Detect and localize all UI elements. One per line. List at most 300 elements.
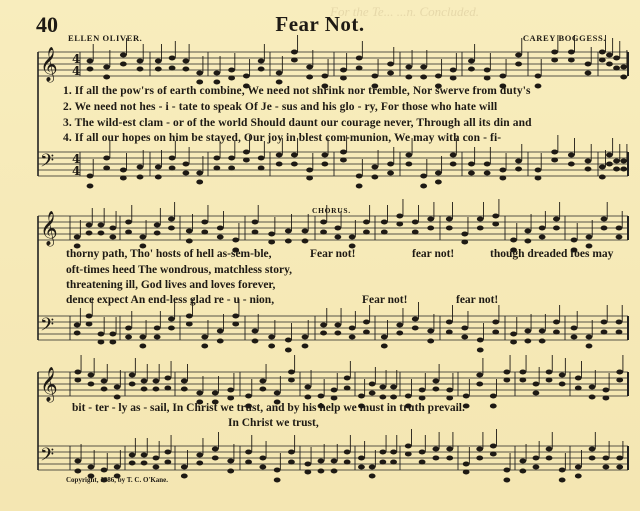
notehead [331,459,338,464]
notehead [169,166,176,171]
notehead [243,74,250,79]
notehead [276,153,283,158]
notehead [183,67,190,72]
notehead [539,235,546,240]
notehead [433,379,440,384]
notehead [153,379,160,384]
notehead [405,394,412,399]
notehead [369,382,376,387]
notehead [232,238,239,243]
notehead [405,153,412,158]
notehead [369,474,376,479]
notehead [463,470,470,475]
notehead [139,235,146,240]
notehead [571,335,578,340]
notehead [164,386,171,391]
notehead [390,395,397,400]
notehead [585,159,592,164]
notehead [228,76,235,81]
notehead [245,460,252,465]
notehead [601,217,608,222]
notehead [232,314,239,319]
notehead [318,459,325,464]
notehead [484,162,491,167]
notehead [88,382,95,387]
notehead [379,395,386,400]
notehead [379,450,386,455]
notehead [181,387,188,392]
notehead [446,217,453,222]
notehead [450,153,457,158]
notehead [433,456,440,461]
notehead [381,220,388,225]
notehead [87,59,94,64]
notehead [519,459,526,464]
notehead [419,396,426,401]
notehead [379,385,386,390]
notehead [589,395,596,400]
notehead [546,456,553,461]
notehead [302,344,309,349]
notehead [405,444,412,449]
notehead [196,461,203,466]
notehead [524,329,531,334]
notehead [575,465,582,470]
notehead [396,214,403,219]
notehead [559,382,566,387]
notehead [318,394,325,399]
bass-clef: 𝄢 [40,315,55,340]
notehead [546,447,553,452]
notehead [492,222,499,227]
notehead [153,387,160,392]
notehead [435,180,442,185]
notehead [535,168,542,173]
notehead [243,158,250,163]
notehead [306,65,313,70]
notehead [155,59,162,64]
notehead [524,239,531,244]
notehead [616,465,623,470]
notehead [212,391,219,396]
notehead [476,447,483,452]
notehead [196,391,203,396]
notehead [252,220,259,225]
notehead [181,465,188,470]
notehead [227,459,234,464]
notehead [318,469,325,474]
notehead [169,66,176,71]
notehead [396,323,403,328]
notehead [196,71,203,76]
notehead [120,176,127,181]
notehead [302,335,309,340]
notehead [387,171,394,176]
notehead [559,478,566,483]
notehead [186,229,193,234]
bass-clef: 𝄢 [40,445,55,470]
notehead [427,329,434,334]
notehead [435,171,442,176]
notehead [302,239,309,244]
notehead [396,222,403,227]
fear-not-4: fear not! [456,294,499,306]
system3-lyric-1: bit - ter - ly as - sail, In Christ we trust, and by his help we must in truth prevail. [72,402,465,414]
notehead [599,165,606,170]
notehead [490,394,497,399]
notehead [268,240,275,245]
notehead [74,469,81,474]
notehead [446,456,453,461]
notehead [217,339,224,344]
notehead [613,159,620,164]
notehead [405,65,412,70]
notehead [98,223,105,228]
notehead [109,332,116,337]
notehead [129,373,136,378]
notehead [490,444,497,449]
notehead [553,330,560,335]
notehead [258,67,265,72]
notehead [154,223,161,228]
notehead [387,162,394,167]
notehead [568,162,575,167]
page-number: 40 [36,12,58,37]
notehead [228,68,235,73]
notehead [559,468,566,473]
notehead [586,335,593,340]
notehead [103,75,110,80]
notehead [503,478,510,483]
notehead [334,235,341,240]
notehead [331,388,338,393]
notehead [259,379,266,384]
notehead [603,388,610,393]
notehead [427,226,434,231]
notehead [533,465,540,470]
notehead [484,76,491,81]
notehead [245,394,252,399]
notehead [358,465,365,470]
notehead [533,382,540,387]
notehead [103,156,110,161]
notehead [589,456,596,461]
notehead [155,165,162,170]
notehead [603,396,610,401]
notehead [321,162,328,167]
notehead [476,456,483,461]
notehead [164,450,171,455]
notehead [568,50,575,55]
notehead [490,452,497,457]
notehead [620,65,627,70]
notehead [196,453,203,458]
notehead [258,156,265,161]
notehead [599,50,606,55]
notehead [616,456,623,461]
notehead [405,162,412,167]
notehead [276,162,283,167]
notehead [168,317,175,322]
notehead [320,220,327,225]
notehead [340,150,347,155]
notehead [155,67,162,72]
notehead [616,320,623,325]
notehead [181,474,188,479]
notehead [412,220,419,225]
notehead [320,230,327,235]
notehead [212,447,219,452]
fear-not-3: Fear not! [362,294,408,306]
treble-clef: 𝄞 [40,367,58,402]
notehead [551,50,558,55]
notehead [186,239,193,244]
notehead [196,171,203,176]
notehead [553,217,560,222]
notehead [201,230,208,235]
notehead [320,323,327,328]
notehead [553,226,560,231]
notehead [258,166,265,171]
notehead [213,166,220,171]
notehead [331,396,338,401]
notehead [387,71,394,76]
notehead [114,385,121,390]
notehead [306,75,313,80]
notehead [183,162,190,167]
notehead [499,176,506,181]
notehead [433,387,440,392]
notehead [613,56,620,61]
notehead [468,171,475,176]
notehead [196,80,203,85]
notehead [571,238,578,243]
notehead [616,235,623,240]
notehead [468,59,475,64]
notehead [499,74,506,79]
notehead [137,175,144,180]
notehead [291,50,298,55]
notehead [524,339,531,344]
notehead [274,478,281,483]
notehead [601,226,608,231]
notehead [539,339,546,344]
notehead [243,150,250,155]
notehead [252,329,259,334]
notehead [340,158,347,163]
notehead [98,332,105,337]
bass-clef: 𝄢 [40,151,55,176]
notehead [291,153,298,158]
notehead [412,317,419,322]
notehead [349,335,356,340]
notehead [539,329,546,334]
composer-credit: CAREY BOGGESS. [522,33,606,43]
verse-2: 2. We need not hes - i - tate to speak Of Je - sus and his glo - ry, For those who hate will [63,101,498,113]
notehead [183,171,190,176]
notehead [101,379,108,384]
notehead [74,378,81,383]
notehead [201,220,208,225]
notehead [412,326,419,331]
notehead [477,217,484,222]
notehead [503,378,510,383]
notehead [141,379,148,384]
notehead [484,68,491,73]
notehead [515,62,522,67]
notehead [304,470,311,475]
notehead [620,167,627,172]
notehead [320,331,327,336]
notehead [213,156,220,161]
notehead [450,162,457,167]
notehead [476,373,483,378]
notehead [369,391,376,396]
notehead [349,235,356,240]
notehead [86,314,93,319]
notehead [553,320,560,325]
notehead [519,469,526,474]
notehead [468,67,475,72]
notehead [510,340,517,345]
notehead [285,338,292,343]
notehead [331,469,338,474]
notehead [356,174,363,179]
notehead [125,230,132,235]
notehead [363,330,370,335]
notehead [446,396,453,401]
notehead [551,158,558,163]
notehead [515,167,522,172]
notehead [510,238,517,243]
system2-lyric-4: dence expect An end-less glad re - u - nion, [66,294,275,306]
notehead [427,217,434,222]
notehead [379,460,386,465]
notehead [363,220,370,225]
notehead [510,332,517,337]
notehead [259,387,266,392]
notehead [334,331,341,336]
notehead [137,165,144,170]
notehead [129,382,136,387]
notehead [125,326,132,331]
notehead [276,80,283,85]
notehead [74,331,81,336]
notehead [461,232,468,237]
notehead [86,223,93,228]
notehead [390,450,397,455]
notehead [74,370,81,375]
notehead [285,348,292,353]
notehead [344,450,351,455]
notehead [601,320,608,325]
notehead [585,62,592,67]
notehead [340,76,347,81]
treble-clef: 𝄞 [40,47,58,82]
notehead [420,75,427,80]
notehead [358,394,365,399]
notehead [419,460,426,465]
notehead [381,230,388,235]
notehead [477,348,484,353]
notehead [101,468,108,473]
notehead [535,176,542,181]
notehead [405,452,412,457]
notehead [589,447,596,452]
notehead [490,404,497,409]
notehead [446,226,453,231]
notehead [304,395,311,400]
notehead [88,373,95,378]
notehead [306,168,313,173]
notehead [620,75,627,80]
notehead [484,171,491,176]
notehead [201,335,208,340]
notehead [405,75,412,80]
system2-lyric-2: oft-times heed The wondrous, matchless story, [66,264,293,276]
notehead [304,385,311,390]
notehead [74,235,81,240]
notehead [381,344,388,349]
notehead [616,226,623,231]
notehead [492,330,499,335]
hymn-title: Fear Not. [275,12,365,36]
notehead [446,330,453,335]
verse-3: 3. The wild-est clam - or of the world Should daunt our courage never, Through all its din and [63,117,532,129]
notehead [137,59,144,64]
notehead [546,378,553,383]
notehead [476,382,483,387]
system2-lyric-1: thorny path, Tho' hosts of hell as-sem-ble, [66,248,272,260]
notehead [129,453,136,458]
notehead [492,320,499,325]
bleed-through-text: For the Te... ...n. Concluded. [330,4,480,19]
notehead [291,162,298,167]
notehead [344,460,351,465]
notehead [412,230,419,235]
notehead [606,62,613,67]
notehead [390,460,397,465]
notehead [606,53,613,58]
notehead [524,229,531,234]
notehead [461,240,468,245]
notehead [288,378,295,383]
notehead [227,388,234,393]
notehead [291,58,298,63]
notehead [575,474,582,479]
notehead [477,226,484,231]
notehead [446,320,453,325]
notehead [321,74,328,79]
notehead [252,230,259,235]
notehead [125,220,132,225]
copyright-notice: Copyright, 1886, by T. C. O'Kane. [66,476,169,484]
notehead [274,468,281,473]
notehead [371,175,378,180]
notehead [589,385,596,390]
notehead [551,150,558,155]
notehead [181,379,188,384]
notehead [154,326,161,331]
notehead [137,67,144,72]
notehead [139,335,146,340]
notehead [227,396,234,401]
notehead [87,67,94,72]
notehead [419,388,426,393]
notehead [114,465,121,470]
notehead [515,53,522,58]
notehead [109,340,116,345]
